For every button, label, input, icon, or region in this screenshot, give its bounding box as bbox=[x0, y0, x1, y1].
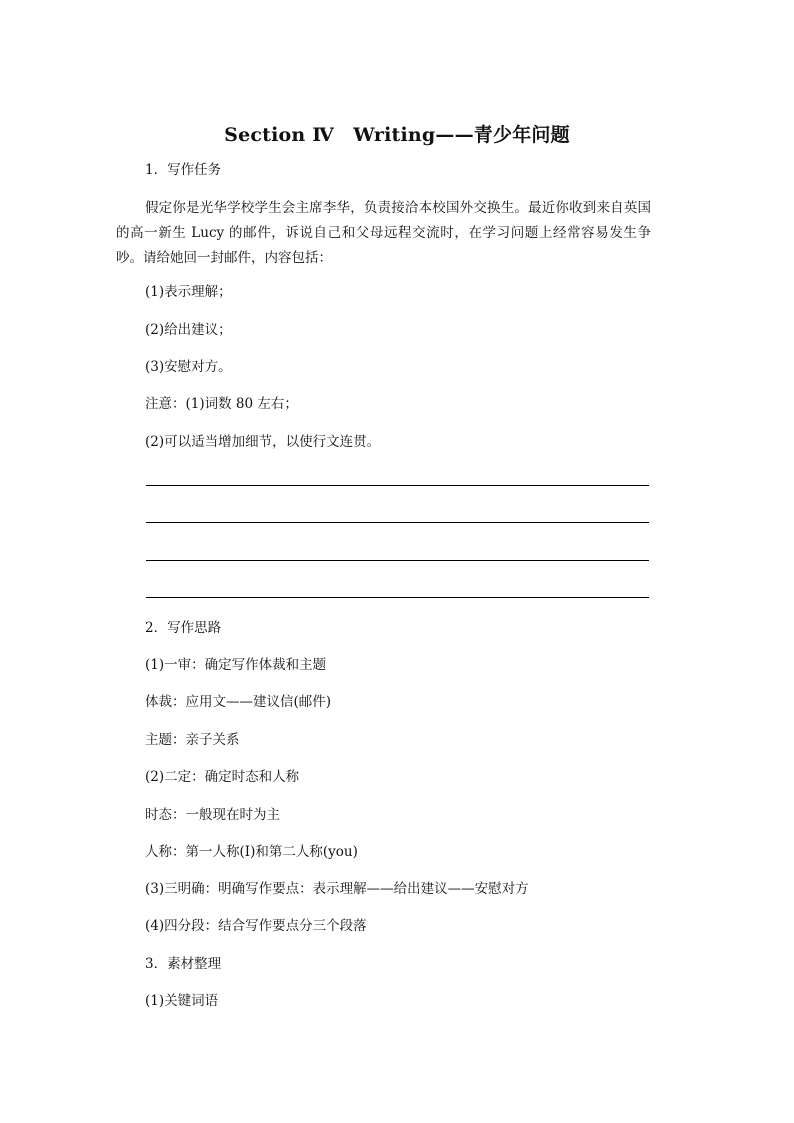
outline-line: (2)二定：确定时态和人称 bbox=[145, 769, 300, 785]
outline-line: (1)一审：确定写作体裁和主题 bbox=[145, 657, 327, 673]
task-prompt: 假定你是光华学校学生会主席李华，负责接洽本校国外交换生。最近你收到来自英国的高一新生 Lucy 的邮件，诉说自己和父母远程交流时，在学习问题上经常容易发生争吵。请给她回一封邮件，内容包括： bbox=[116, 200, 651, 266]
task-item-2: (2)给出建议； bbox=[145, 322, 232, 338]
answer-line[interactable] bbox=[146, 522, 649, 523]
outline-line: (4)四分段：结合写作要点分三个段落 bbox=[145, 918, 367, 934]
outline-line: 时态：一般现在时为主 bbox=[145, 807, 280, 823]
task-item-3: (3)安慰对方。 bbox=[145, 359, 232, 375]
section-2-heading: 2．写作思路 bbox=[145, 620, 222, 636]
answer-line[interactable] bbox=[146, 597, 649, 598]
task-note-1: 注意：(1)词数 80 左右； bbox=[145, 396, 298, 412]
answer-line[interactable] bbox=[146, 560, 649, 561]
page-title: Section Ⅳ Writing——青少年问题 bbox=[224, 124, 570, 146]
task-item-1: (1)表示理解； bbox=[145, 284, 232, 300]
subsection-heading: (1)关键词语 bbox=[145, 993, 219, 1009]
outline-line: 体裁：应用文——建议信(邮件) bbox=[145, 694, 332, 710]
task-note-2: (2)可以适当增加细节，以使行文连贯。 bbox=[145, 434, 381, 450]
section-1-heading: 1．写作任务 bbox=[145, 162, 222, 178]
outline-line: 人称：第一人称(I)和第二人称(you) bbox=[145, 844, 358, 860]
answer-line[interactable] bbox=[146, 485, 649, 486]
outline-line: (3)三明确：明确写作要点：表示理解——给出建议——安慰对方 bbox=[145, 881, 529, 897]
outline-line: 主题：亲子关系 bbox=[145, 732, 240, 748]
section-3-heading: 3．素材整理 bbox=[145, 956, 222, 972]
